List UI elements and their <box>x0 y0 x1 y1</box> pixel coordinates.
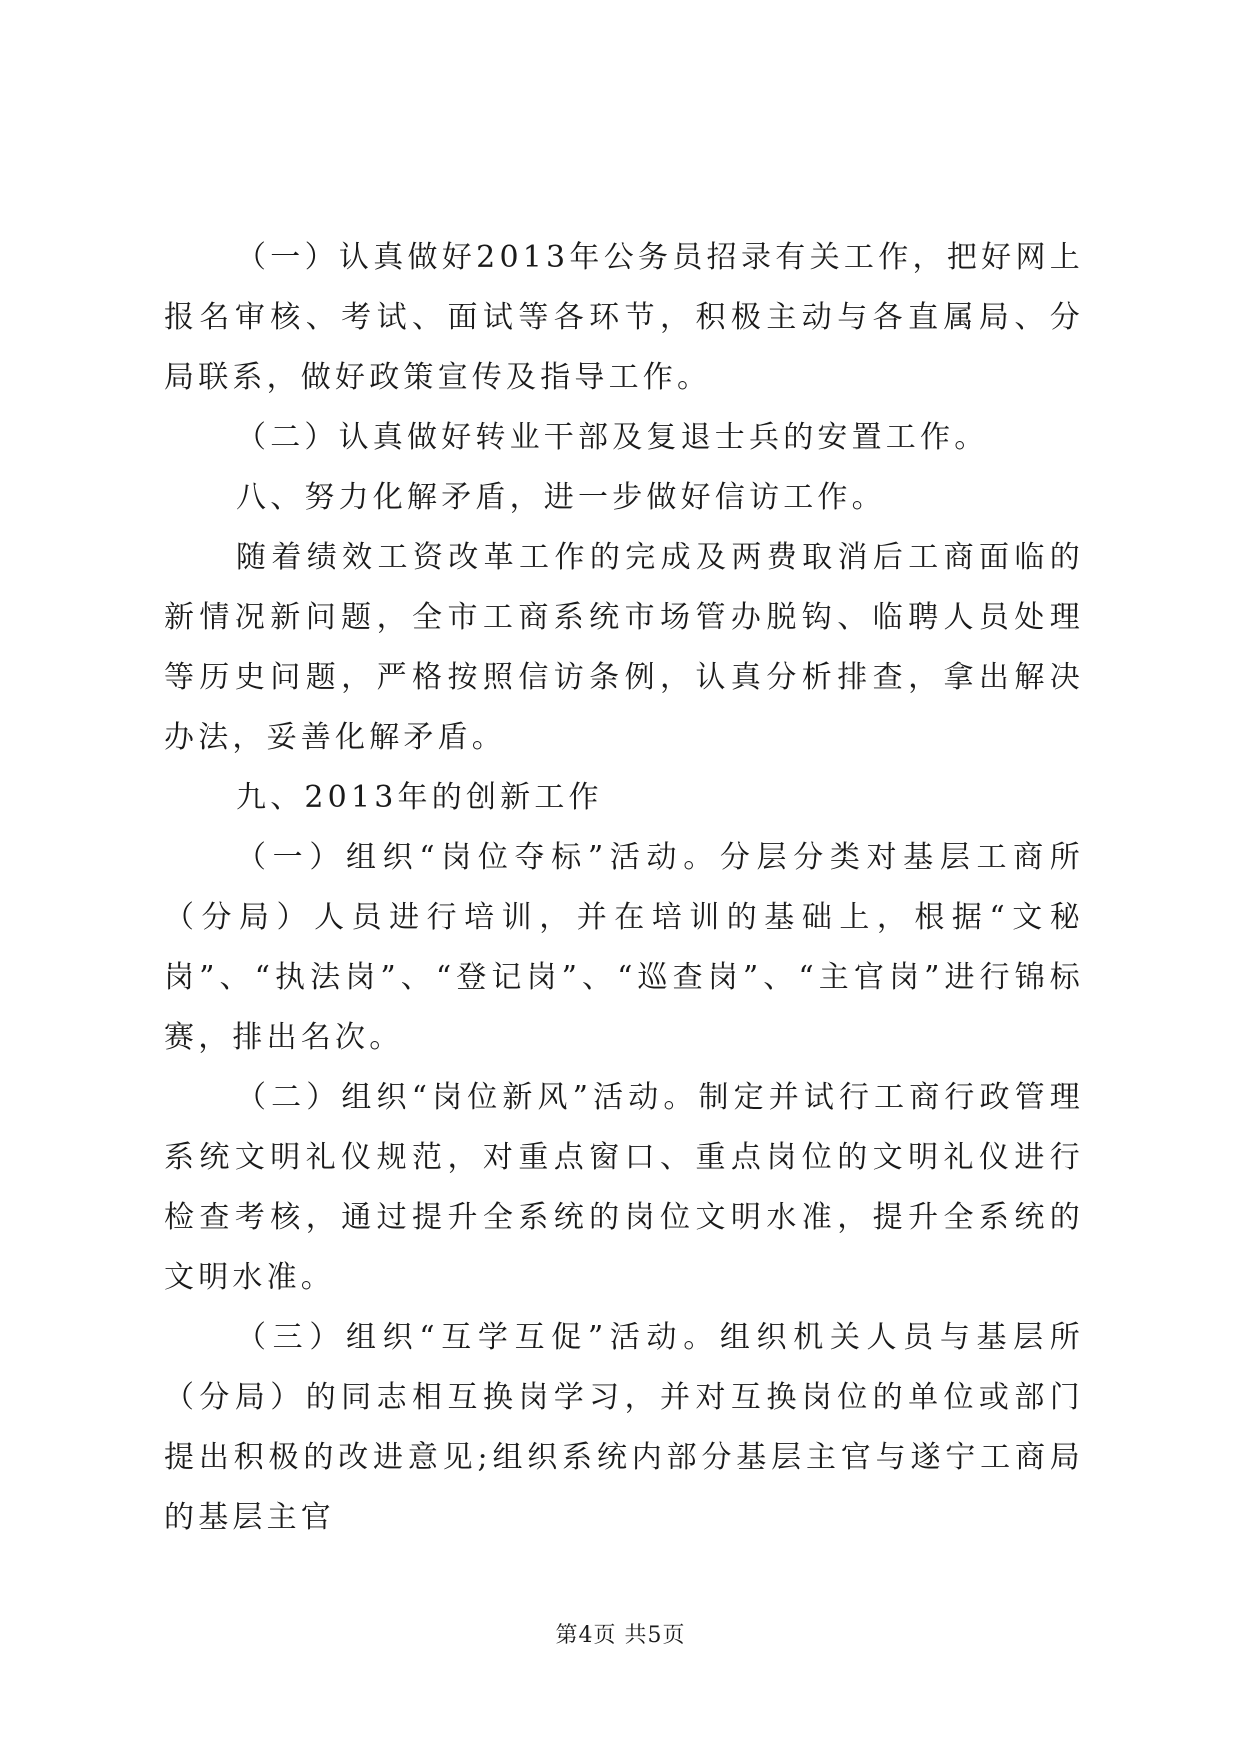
paragraph-mutual-learning: （三）组织“互学互促”活动。组织机关人员与基层所（分局）的同志相互换岗学习，并对互换岗位的单位或部门提出积极的改进意见;组织系统内部分基层主官与遂宁工商局的基层主官 <box>164 1320 1084 1535</box>
section-heading-petition: 八、努力化解矛盾，进一步做好信访工作。 <box>236 480 886 515</box>
paragraph-veteran-placement: （二）认真做好转业干部及复退士兵的安置工作。 <box>236 420 989 455</box>
paragraph-civility: （二）组织“岗位新风”活动。制定并试行工商行政管理系统文明礼仪规范，对重点窗口、重点岗位的文明礼仪进行检查考核，通过提升全系统的岗位文明水准，提升全系统的文明水准。 <box>164 1080 1084 1295</box>
paragraph-recruitment: （一）认真做好2013年公务员招录有关工作，把好网上报名审核、考试、面试等各环节，积极主动与各直属局、分局联系，做好政策宣传及指导工作。 <box>164 240 1084 395</box>
section-heading-innovation: 九、2013年的创新工作 <box>236 780 603 815</box>
page-number-footer: 第4页 共5页 <box>555 1623 686 1648</box>
paragraph-petition-work: 随着绩效工资改革工作的完成及两费取消后工商面临的新情况新问题，全市工商系统市场管办脱钩、临聘人员处理等历史问题，严格按照信访条例，认真分析排查，拿出解决办法，妥善化解矛盾。 <box>164 540 1084 755</box>
document-body <box>164 228 1084 1548</box>
paragraph-job-competition: （一）组织“岗位夺标”活动。分层分类对基层工商所（分局）人员进行培训，并在培训的基础上，根据“文秘岗”、“执法岗”、“登记岗”、“巡查岗”、“主官岗”进行锦标赛，排出名次。 <box>164 840 1084 1055</box>
